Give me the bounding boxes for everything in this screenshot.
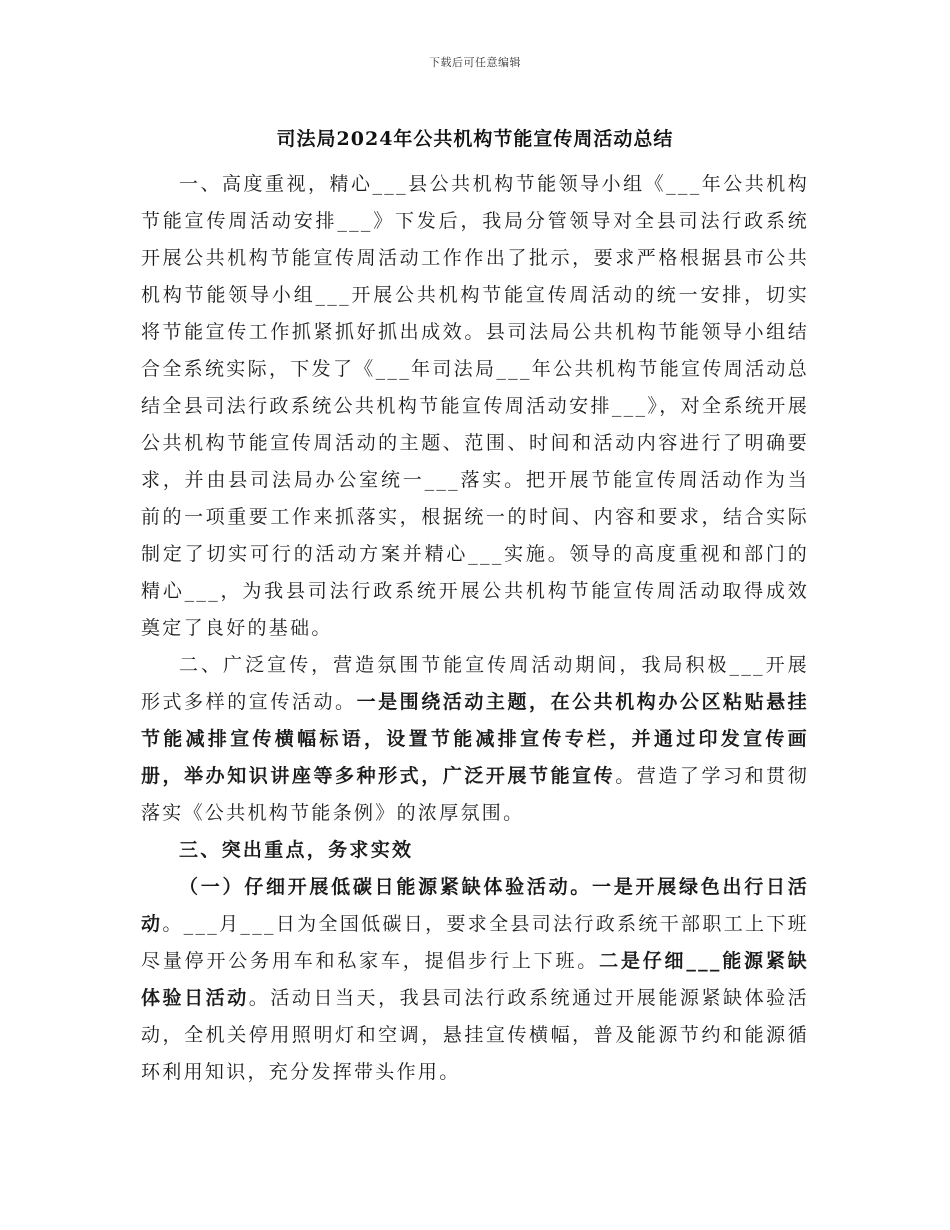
sub1-text-second: 。活动日当天，我县司法行政系统通过开展能源紧缺体验活动，全机关停用照明灯和空调，悬挂宣传横幅，普及能源节约和能源循环利用知识，充分发挥带头作用。 xyxy=(141,987,809,1083)
paragraph-section1: 一、高度重视，精心___县公共机构节能领导小组《___年公共机构节能宣传周活动安排___》下发后，我局分管领导对全县司法行政系统开展公共机构节能宣传周活动工作作出了批示，要求严格根据县市公共机构节能领导小组___开展公共机构节能宣传周活动的统一安排，切实将节能宣传工作抓紧抓好抓出成效。县司法局公共机构节能领导小组结合全系统实际，下发了《___年司法局___年公共机构节能宣传周活动总结全县司法行政系统公共机构节能宣传周活动安排___》，对全系统开展公共机构节能宣传周活动的主题、范围、时间和活动内容进行了明确要求，并由县司法局办公室统一___落实。把开展节能宣传周活动作为当前的一项重要工作来抓落实，根据统一的时间、内容和要求，结合实际制定了切实可行的活动方案并精心___实施。领导的高度重视和部门的精心___，为我县司法行政系统开展公共机构节能宣传周活动取得成效奠定了良好的基础。 xyxy=(141,173,809,639)
section3-heading: 三、突出重点，务求实效 xyxy=(179,839,414,861)
document-body xyxy=(141,166,809,1091)
section2-bold-text: 一是围绕活动主题，在公共机构办公区粘贴悬挂节能减排宣传横幅标语，设置节能减排宣传专栏，并通过印发宣传画册，举办知识讲座等多种形式，广泛开展节能宣传 xyxy=(141,691,809,787)
paragraph-section2 xyxy=(141,647,809,832)
sub1-text: 。___月___日为全国低碳日，要求全县司法行政系统干部职工上下班尽量停开公务用车和私家车，提倡步行上下班。 xyxy=(141,913,809,972)
sub1-bold-second: 二是仔细___能源紧缺体验日活动 xyxy=(141,950,809,1009)
document-title: 司法局2024年公共机构节能宣传周活动总结 xyxy=(276,128,674,150)
header-note: 下载后可任意编辑 xyxy=(429,56,521,69)
sub1-bold-heading: （一）仔细开展低碳日能源紧缺体验活动。一是开展绿色出行日活动 xyxy=(141,876,809,935)
section2-intro: 二、广泛宣传，营造氛围节能宣传周活动期间，我局积极___开展形式多样的宣传活动。 xyxy=(141,654,809,713)
paragraph-section3-sub1 xyxy=(141,869,809,1091)
section2-tail: 。营造了学习和贯彻落实《公共机构节能条例》的浓厚氛围。 xyxy=(141,765,810,824)
